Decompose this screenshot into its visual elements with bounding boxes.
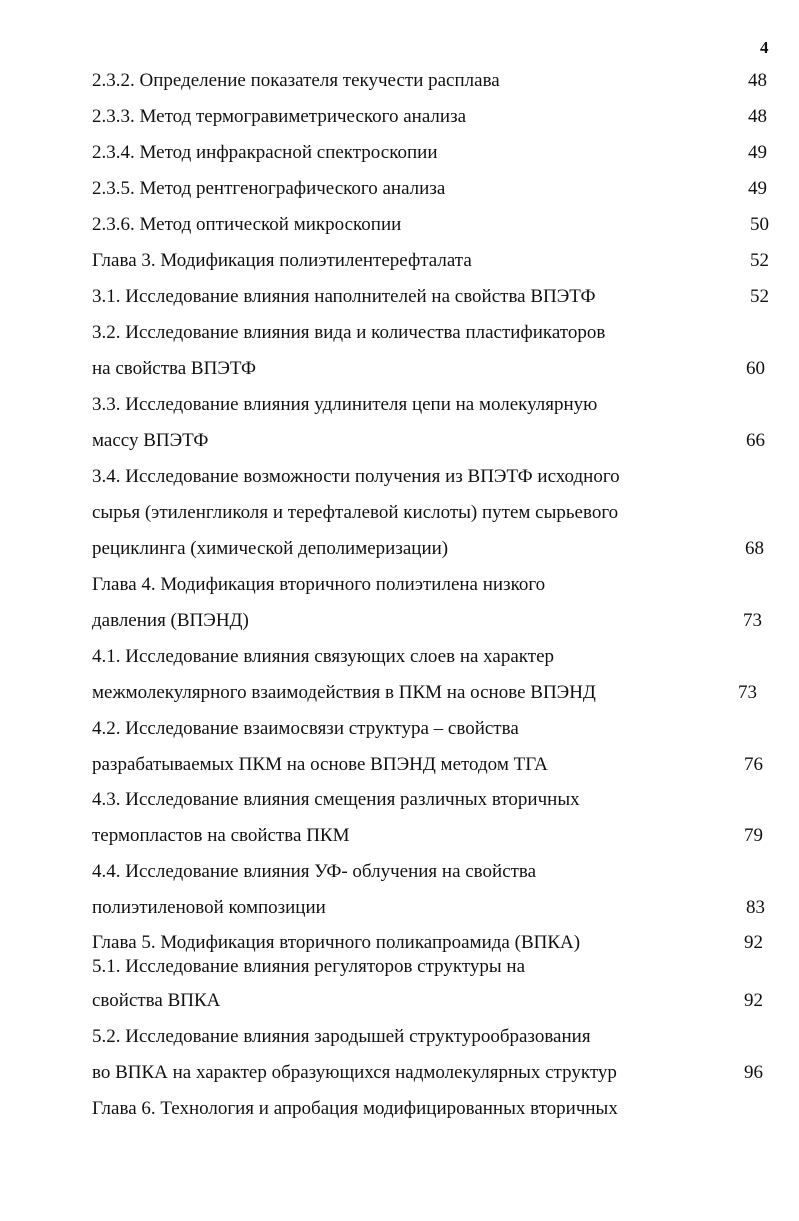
toc-entry-page: 50 — [750, 214, 769, 235]
toc-entry-text: термопластов на свойства ПКМ — [92, 825, 350, 846]
toc-entry-text: сырья (этиленгликоля и терефталевой кислоты) путем сырьевого — [92, 502, 619, 523]
toc-entry-page: 60 — [746, 358, 765, 379]
toc-entry-page: 92 — [744, 932, 763, 953]
toc-entry-text: 2.3.2. Определение показателя текучести расплава — [92, 70, 500, 91]
toc-entry-text: 3.2. Исследование влияния вида и количества пластификаторов — [92, 322, 606, 343]
toc-entry-page: 76 — [744, 754, 763, 775]
toc-entry-text: 4.3. Исследование влияния смещения различных вторичных — [92, 789, 580, 810]
toc-chapter-text: давления (ВПЭНД) — [92, 610, 249, 631]
toc-entry-text: 4.2. Исследование взаимосвязи структура – свойства — [92, 718, 519, 739]
toc-entry-text: 4.4. Исследование влияния УФ- облучения на свойства — [92, 861, 537, 882]
page-number: 4 — [760, 38, 769, 57]
toc-chapter-text: Глава 4. Модификация вторичного полиэтилена низкого — [92, 574, 546, 595]
toc-entry-text: во ВПКА на характер образующихся надмолекулярных структур — [92, 1062, 617, 1083]
toc-entry-page: 68 — [745, 538, 764, 559]
toc-entry-text: 4.1. Исследование влияния связующих слоев на характер — [92, 646, 555, 667]
toc-entry-page: 48 — [748, 106, 767, 127]
toc-entry-page: 48 — [748, 70, 767, 91]
toc-entry-text: полиэтиленовой композиции — [92, 897, 326, 918]
toc-entry-page: 73 — [743, 610, 762, 631]
toc-entry-page: 52 — [750, 286, 769, 307]
toc-chapter-text: Глава 5. Модификация вторичного поликапроамида (ВПКА) — [92, 932, 581, 953]
toc-entry-page: 73 — [738, 682, 757, 703]
toc-entry-text: 5.1. Исследование влияния регуляторов структуры на — [92, 956, 526, 977]
toc-chapter-text: Глава 6. Технология и апробация модифицированных вторичных — [92, 1098, 618, 1119]
toc-entry-text: свойства ВПКА — [92, 990, 221, 1011]
toc-entry-page: 79 — [744, 825, 763, 846]
toc-entry-text: 5.2. Исследование влияния зародышей структурообразования — [92, 1026, 591, 1047]
toc-entry-page: 96 — [744, 1062, 763, 1083]
toc-entry-page: 92 — [744, 990, 763, 1011]
toc-entry-page: 49 — [748, 142, 767, 163]
toc-entry-text: межмолекулярного взаимодействия в ПКМ на основе ВПЭНД — [92, 682, 596, 703]
toc-entry-page: 66 — [746, 430, 765, 451]
toc-entry-text: рециклинга (химической деполимеризации) — [92, 538, 449, 559]
toc-entry-text: разрабатываемых ПКМ на основе ВПЭНД методом ТГА — [92, 754, 548, 775]
toc-entry-text: 3.1. Исследование влияния наполнителей на свойства ВПЭТФ — [92, 286, 596, 307]
toc-entry-text: массу ВПЭТФ — [92, 430, 209, 451]
toc-entry-text: 3.4. Исследование возможности получения из ВПЭТФ исходного — [92, 466, 620, 487]
toc-entry-text: 3.3. Исследование влияния удлинителя цепи на молекулярную — [92, 394, 598, 415]
toc-entry-page: 49 — [748, 178, 767, 199]
toc-chapter-text: Глава 3. Модификация полиэтилентерефталата — [92, 250, 472, 271]
toc-entry-page: 83 — [746, 897, 765, 918]
toc-entry-text: на свойства ВПЭТФ — [92, 358, 257, 379]
toc-entry-page: 52 — [750, 250, 769, 271]
toc-entry-text: 2.3.4. Метод инфракрасной спектроскопии — [92, 142, 438, 163]
toc-entry-text: 2.3.3. Метод термогравиметрического анализа — [92, 106, 467, 127]
toc-entry-text: 2.3.6. Метод оптической микроскопии — [92, 214, 402, 235]
toc-entry-text: 2.3.5. Метод рентгенографического анализа — [92, 178, 446, 199]
